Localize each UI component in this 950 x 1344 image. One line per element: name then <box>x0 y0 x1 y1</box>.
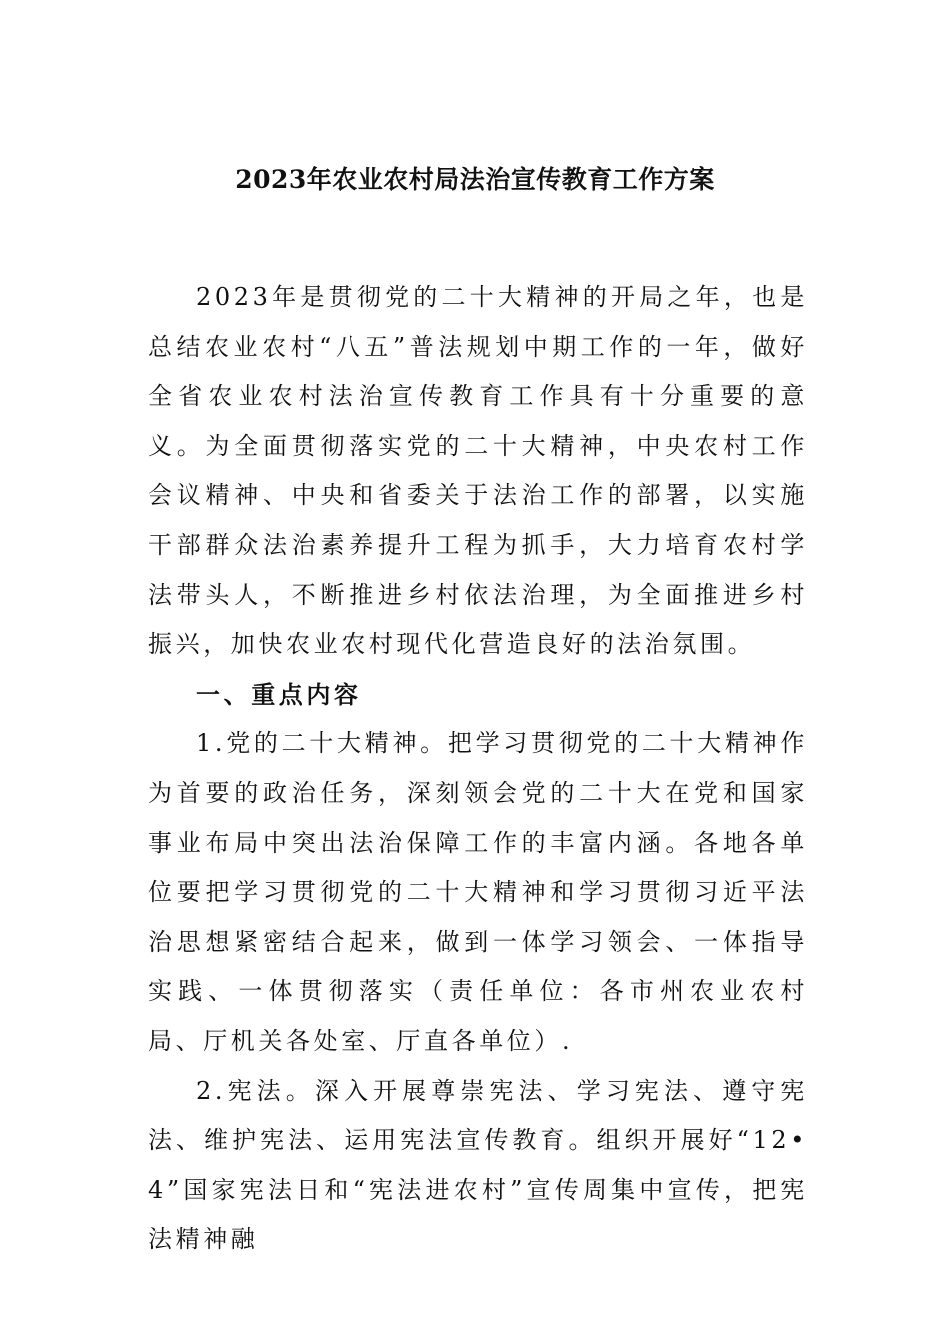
document-body <box>148 273 808 1265</box>
document-title: 2023年农业农村局法治宣传教育工作方案 <box>235 165 715 194</box>
item-paragraph-1: 1.党的二十大精神。把学习贯彻党的二十大精神作为首要的政治任务，深刻领会党的二十大在党和国家事业布局中突出法治保障工作的丰富内涵。各地各单位要把学习贯彻党的二十大精神和学习贯彻习近平法治思想紧密结合起来，做到一体学习领会、一体指导实践、一体贯彻落实（责任单位：各市州农业农村局、厅机关各处室、厅直各单位）. <box>148 729 808 1055</box>
intro-paragraph: 2023年是贯彻党的二十大精神的开局之年，也是总结农业农村“八五”普法规划中期工作的一年，做好全省农业农村法治宣传教育工作具有十分重要的意义。为全面贯彻落实党的二十大精神，中央农村工作会议精神、中央和省委关于法治工作的部署，以实施干部群众法治素养提升工程为抓手，大力培育农村学法带头人，不断推进乡村依法治理，为全面推进乡村振兴，加快农业农村现代化营造良好的法治氛围。 <box>148 283 808 659</box>
section-heading-key-content: 一、重点内容 <box>196 679 362 709</box>
item-paragraph-2: 2.宪法。深入开展尊崇宪法、学习宪法、遵守宪法、维护宪法、运用宪法宣传教育。组织开展好“12•4”国家宪法日和“宪法进农村”宣传周集中宣传，把宪法精神融 <box>148 1076 808 1254</box>
